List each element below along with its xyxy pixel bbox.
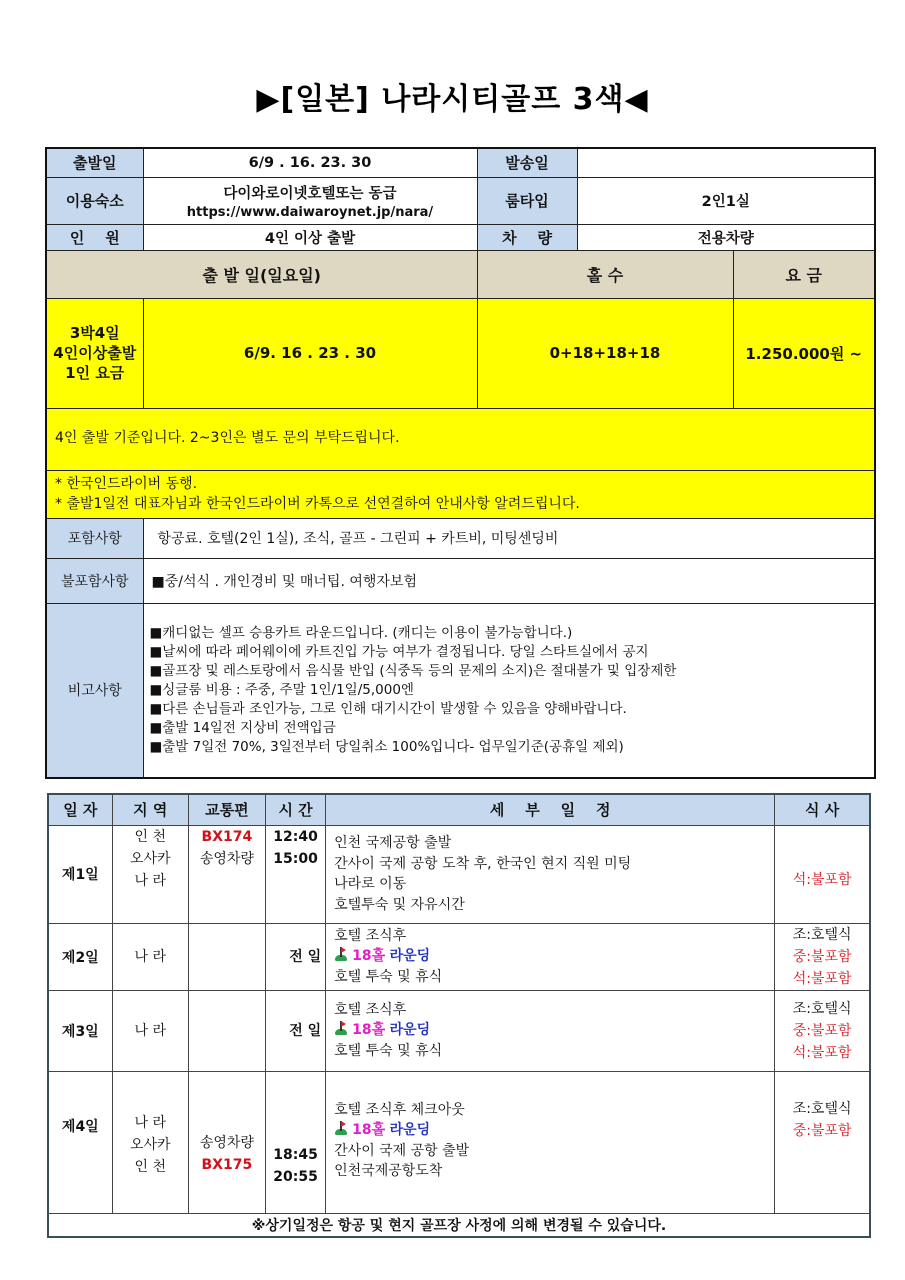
- golf-flag-icon: [334, 1121, 348, 1135]
- remark-item: ■출발 7일전 70%, 3일전부터 당일취소 100%입니다- 업무일기준(공휴일 제외): [149, 738, 624, 755]
- schedule-line: 간사이 국제 공항 도착 후, 한국인 현지 직원 미팅: [334, 855, 632, 872]
- day-label: 제3일: [48, 990, 112, 1071]
- flight-number: BX175: [201, 1156, 253, 1173]
- time: 전 일: [266, 990, 326, 1071]
- schedule-line: 호텔 투숙 및 휴식: [334, 968, 443, 985]
- itinerary-row-day3: [48, 990, 870, 1071]
- schedule-line: 호텔 조식후: [334, 1001, 407, 1018]
- header-holes: 홀 수: [477, 250, 733, 298]
- meals: [775, 990, 870, 1071]
- golf-flag-icon: [334, 947, 348, 961]
- region: 나 라: [112, 990, 188, 1071]
- regions: [112, 1071, 188, 1213]
- driver-note-line: * 한국인드라이버 동행.: [55, 476, 198, 492]
- included-label: 포함사항: [46, 518, 143, 558]
- departure-label: 출발일: [46, 148, 143, 177]
- transport-empty: [188, 923, 265, 990]
- people-value: 4인 이상 출발: [143, 224, 477, 250]
- remark-item: ■출발 14일전 지상비 전액입금: [149, 719, 336, 736]
- excluded-label: 불포함사항: [46, 558, 143, 603]
- lodging-cell: [143, 177, 477, 224]
- group-size-note: 4인 출발 기준입니다. 2~3인은 별도 문의 부탁드립니다.: [46, 408, 875, 470]
- lodging-label: 이용숙소: [46, 177, 143, 224]
- schedule-line: 호텔 조식후: [334, 927, 407, 944]
- region: 오사카: [129, 850, 171, 867]
- region: 나 라: [112, 923, 188, 990]
- golf-flag-icon: [334, 1021, 348, 1035]
- transport-empty: [188, 990, 265, 1071]
- excluded-value: ■중/석식 . 개인경비 및 매너팁. 여행자보험: [143, 558, 875, 603]
- meals: [775, 1071, 870, 1213]
- time: 18:45: [273, 1146, 318, 1163]
- header-transport: 교통편: [188, 794, 265, 825]
- flight-number: BX174: [201, 828, 253, 845]
- transport: [188, 1071, 265, 1213]
- golf-round-line: [334, 1020, 774, 1041]
- itinerary-table: [47, 793, 871, 1238]
- remark-item: ■캐디없는 셀프 승용카트 라운드입니다. (캐디는 이용이 불가능합니다.): [149, 624, 573, 641]
- itinerary-row-day2: [48, 923, 870, 990]
- schedule-line: 간사이 국제 공항 출발: [334, 1142, 470, 1159]
- driver-note-line: * 출발1일전 대표자님과 한국인드라이버 카톡으로 선연결하여 안내사항 알려드립니다.: [55, 496, 580, 512]
- header-region: 지 역: [112, 794, 188, 825]
- tour-info-table: [45, 147, 876, 779]
- driver-note: [46, 470, 875, 518]
- region: 인 천: [134, 1158, 166, 1175]
- people-label: 인 원: [46, 224, 143, 250]
- departure-value: 6/9 . 16. 23. 30: [143, 148, 477, 177]
- meal-dinner: 석:불포함: [792, 872, 852, 888]
- included-value: 항공료. 호텔(2인 1실), 조식, 골프 - 그린피 + 카트비, 미팅센딩비: [143, 518, 875, 558]
- schedule-line: 호텔 조식후 체크아웃: [334, 1101, 465, 1118]
- meal-lunch: 중:불포함: [792, 1022, 852, 1039]
- lodging-url[interactable]: https://www.daiwaroynet.jp/nara/: [186, 204, 434, 220]
- room-type-value: 2인1실: [577, 177, 875, 224]
- transfer-vehicle: 송영차량: [199, 850, 254, 867]
- meal-lunch: 중:불포함: [792, 948, 852, 965]
- time: 12:40: [273, 828, 318, 845]
- meal-breakfast: 조:호텔식: [792, 1000, 852, 1017]
- transport: [188, 825, 265, 923]
- meal-dinner: 석:불포함: [792, 970, 852, 987]
- remark-item: ■날씨에 따라 페어웨이에 카트진입 가능 여부가 결정됩니다. 당일 스타트실에서 공지: [149, 643, 649, 660]
- send-date-value: [577, 148, 875, 177]
- header-meals: 식 사: [775, 794, 870, 825]
- day-label: 제2일: [48, 923, 112, 990]
- schedule-line: 인천 국제공항 출발: [334, 835, 452, 851]
- header-price: 요 금: [733, 250, 875, 298]
- itinerary-row-day1: [48, 825, 870, 923]
- region: 오사카: [129, 1136, 171, 1153]
- round-holes: 18홀: [352, 948, 386, 965]
- package-info: [46, 298, 143, 408]
- remarks-list: [143, 603, 875, 778]
- meal-breakfast: 조:호텔식: [792, 1100, 852, 1117]
- times: [266, 825, 326, 923]
- meal-dinner: 석:불포함: [792, 1044, 852, 1061]
- price-dates: 6/9. 16 . 23 . 30: [143, 298, 477, 408]
- schedule-line: 인천국제공항도착: [334, 1163, 443, 1179]
- remark-item: ■싱글룸 비용 : 주중, 주말 1인/1일/5,000엔: [149, 681, 414, 698]
- round-label: 라운딩: [389, 1122, 431, 1138]
- remark-item: ■다른 손님들과 조인가능, 그로 인해 대기시간이 발생할 수 있음을 양해바랍니다.: [149, 700, 627, 717]
- page-title: ▶[일본] 나라시티골프 3색◀: [256, 82, 649, 117]
- schedule-line: 호텔투숙 및 자유시간: [334, 896, 465, 913]
- region: 인 천: [134, 828, 166, 845]
- remarks-label: 비고사항: [46, 603, 143, 778]
- round-holes: 18홀: [352, 1122, 386, 1138]
- price-holes: 0+18+18+18: [477, 298, 733, 408]
- package-nights: 3박4일: [69, 324, 120, 342]
- meals: [775, 923, 870, 990]
- schedule: [326, 825, 775, 923]
- room-type-label: 룸타입: [477, 177, 577, 224]
- region: 나 라: [134, 1114, 166, 1131]
- time: 20:55: [273, 1168, 318, 1185]
- schedule: [326, 923, 775, 990]
- package-per-person: 1인 요금: [65, 364, 125, 382]
- round-holes: 18홀: [352, 1022, 386, 1039]
- lodging-value: 다이와로이넷호텔또는 동급: [223, 185, 397, 202]
- region: 나 라: [134, 872, 166, 889]
- schedule: [326, 990, 775, 1071]
- header-departure-date: 출 발 일(일요일): [46, 250, 477, 298]
- day-label: 제4일: [48, 1071, 112, 1213]
- vehicle-label: 차 량: [477, 224, 577, 250]
- time: 전 일: [266, 923, 326, 990]
- header-day: 일 자: [48, 794, 112, 825]
- vehicle-value: 전용차량: [577, 224, 875, 250]
- golf-round-line: [334, 946, 774, 967]
- send-date-label: 발송일: [477, 148, 577, 177]
- time: 15:00: [273, 850, 318, 867]
- meals: [775, 825, 870, 923]
- itinerary-row-day4: [48, 1071, 870, 1213]
- golf-round-line: [334, 1120, 774, 1141]
- regions: [112, 825, 188, 923]
- meal-lunch: 중:불포함: [792, 1122, 852, 1139]
- meal-breakfast: 조:호텔식: [792, 926, 852, 943]
- disclaimer: ※상기일정은 항공 및 현지 골프장 사정에 의해 변경될 수 있습니다.: [48, 1213, 870, 1237]
- day-label: 제1일: [48, 825, 112, 923]
- transfer-vehicle: 송영차량: [199, 1134, 254, 1151]
- round-label: 라운딩: [389, 948, 431, 965]
- times: [266, 1071, 326, 1213]
- price-amount: 1.250.000원 ~: [733, 298, 875, 408]
- schedule-line: 나라로 이동: [334, 876, 407, 892]
- header-time: 시 간: [266, 794, 326, 825]
- header-schedule: 세 부 일 정: [326, 794, 775, 825]
- schedule: [326, 1071, 775, 1213]
- schedule-line: 호텔 투숙 및 휴식: [334, 1042, 443, 1059]
- remark-item: ■골프장 및 레스토랑에서 음식물 반입 (식중독 등의 문제의 소지)은 절대불가 및 입장제한: [149, 662, 677, 679]
- package-min-people: 4인이상출발: [53, 344, 137, 362]
- round-label: 라운딩: [389, 1022, 431, 1039]
